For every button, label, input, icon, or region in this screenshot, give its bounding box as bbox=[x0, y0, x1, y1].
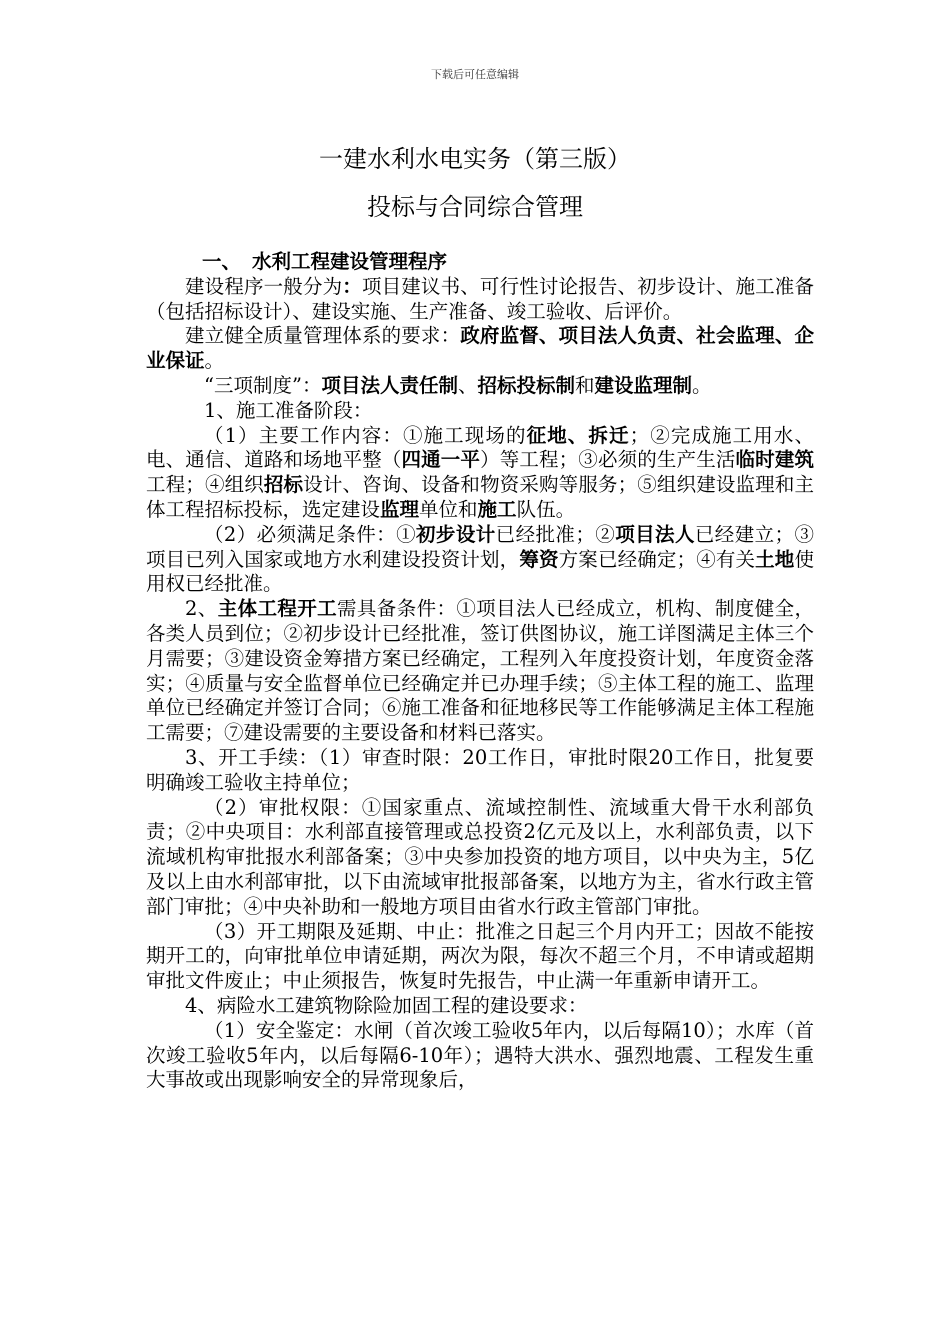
item-safety-appraisal: （1）安全鉴定：水闸（首次竣工验收5年内，以后每隔10）；水库（首次竣工验收5年内，以后每隔6-10年）；遇特大洪水、强烈地震、工程发生重大事故或出现影响安全的异常现象后， bbox=[146, 1018, 814, 1092]
document-title: 一建水利水电实务（第三版） bbox=[319, 145, 631, 173]
item-preparation-work: （1）主要工作内容：①施工现场的征地、拆迁；②完成施工用水、电、通信、道路和场地平整（四通一平）等工程；③必须的生产生活临时建筑工程；④组织招标设计、咨询、设备和物资采购等服务；⑤组织建设监理和主体工程招标投标，选定建设监理单位和施工队伍。 bbox=[146, 423, 814, 521]
item-start-deadline: （3）开工期限及延期、中止：批准之日起三个月内开工；因故不能按期开工的，向审批单位申请延期，两次为限，每次不超三个月，不申请或超期审批文件废止；中止须报告，恢复时先报告，中止满一年重新申请开工。 bbox=[146, 919, 814, 993]
item-reinforcement-requirements: 4、病险水工建筑物除险加固工程的建设要求： bbox=[185, 993, 588, 1017]
paragraph-construction-procedure: 建设程序一般分为：项目建议书、可行性讨论报告、初步设计、施工准备（包括招标设计）、建设实施、生产准备、竣工验收、后评价。 bbox=[146, 274, 814, 323]
item-preparation-stage: 1、施工准备阶段： bbox=[204, 398, 373, 422]
section-heading-text: 水利工程建设管理程序 bbox=[252, 250, 448, 273]
item-main-works-start: 2、主体工程开工需具备条件：①项目法人已经成立，机构、制度健全，各类人员到位；②初步设计已经批准，签订供图协议，施工详图满足主体三个月需要；③建设资金筹措方案已经确定，工程列入年度投资计划，年度资金落实；④质量与安全监督单位已经确定并已办理手续；⑤主体工程的施工、监理单位已经确定并签订合同；⑥施工准备和征地移民等工作能够满足主体工程施工需要；⑦建设需要的主要设备和材料已落实。 bbox=[146, 597, 814, 745]
section-heading bbox=[146, 250, 814, 275]
document-body bbox=[146, 250, 814, 1093]
paragraph-quality-system: 建立健全质量管理体系的要求：政府监督、项目法人负责、社会监理、企业保证。 bbox=[146, 324, 814, 373]
document-subtitle: 投标与合同综合管理 bbox=[367, 193, 583, 221]
item-required-conditions: （2）必须满足条件：①初步设计已经批准；②项目法人已经建立；③项目已列入国家或地方水利建设投资计划，筹资方案已经确定；④有关土地使用权已经批准。 bbox=[146, 522, 814, 596]
section-number: 一、 bbox=[202, 250, 242, 273]
item-approval-authority: （2）审批权限：①国家重点、流域控制性、流域重大骨干水利部负责；②中央项目：水利部直接管理或总投资2亿元及以上，水利部负责，以下流域机构审批报水利部备案；③中央参加投资的地方项目，以中央为主，5亿及以上由水利部审批，以下由流域审批报部备案，以地方为主，省水行政主管部门审批；④中央补助和一般地方项目由省水行政主管部门审批。 bbox=[146, 795, 814, 918]
item-start-procedures: 3、开工手续：（1）审查时限：20工作日，审批时限20工作日，批复要明确竣工验收主持单位； bbox=[146, 745, 814, 794]
paragraph-three-systems: “三项制度”：项目法人责任制、招标投标制和建设监理制。 bbox=[204, 373, 712, 397]
page-header-note: 下载后可任意编辑 bbox=[431, 68, 519, 81]
